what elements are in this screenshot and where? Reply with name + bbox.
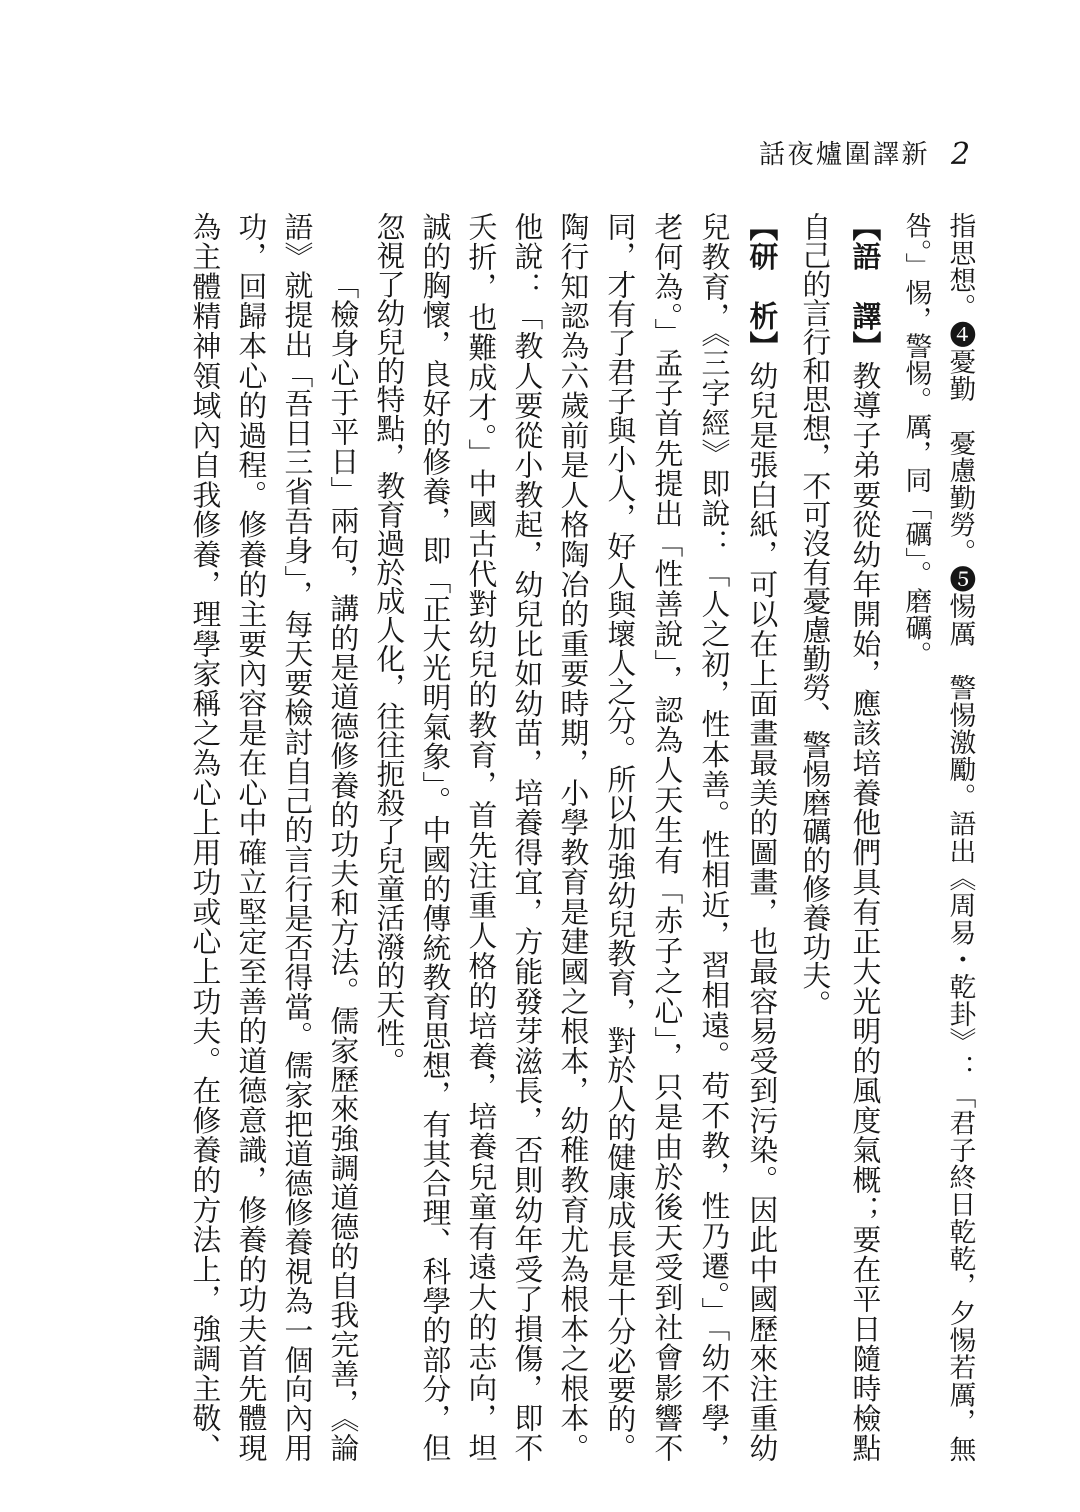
analysis-column: 他說：「教人要從小教起，幼兒比如幼苗，培養得宜，方能發芽滋長，否則幼年受了損傷，即不 xyxy=(510,212,545,1462)
analysis-column: 誠的胸懷，良好的修養，即「正大光明氣象」。中國的傳統教育思想，有其合理、科學的部分，但 xyxy=(418,212,453,1462)
note-column: 咎。」惕，警惕。厲，同「礪」。磨礪。 xyxy=(900,212,932,668)
analysis-column: 為主體精神領域內自我修養，理學家稱之為心上用功或心上功夫。在修養的方法上，強調主敬、 xyxy=(188,212,223,1462)
section-label-analysis: 【研 析】 xyxy=(745,212,780,361)
analysis-text: 幼兒是張白紙，可以在上面畫最美的圖畫，也最容易受到污染。因此中國歷來注重幼 xyxy=(745,360,780,1463)
analysis-column: 同，才有了君子與小人，好人與壞人之分。所以加強幼兒教育，對於人的健康成長是十分必要的。 xyxy=(603,212,638,1462)
running-head-title: 新譯圍爐夜話 xyxy=(758,140,930,170)
analysis-column: 「檢身心于平日」兩句，講的是道德修養的功夫和方法。儒家歷來強調道德的自我完善，《論 xyxy=(326,270,361,1462)
translation-column: 自己的言行和思想，不可沒有憂慮勤勞、警惕磨礪的修養功夫。 xyxy=(798,212,833,1019)
note-column: 指思想。❹憂勤 憂慮勤勞。❺惕厲 警惕激勵。語出《周易・乾卦》：「君子終日乾乾，夕惕若厲，無 xyxy=(944,212,976,1462)
page-number: 2 xyxy=(951,137,971,172)
analysis-column: 老何為。」孟子首先提出「性善說」，認為人天生有「赤子之心」，只是由於後天受到社會影響不 xyxy=(650,212,685,1462)
analysis-column: 語》就提出「吾日三省吾身」，每天要檢討自己的言行是否得當。儒家把道德修養視為一個向內用 xyxy=(280,212,315,1462)
analysis-column: 功，回歸本心的過程。修養的主要內容是在心中確立堅定至善的道德意識，修養的功夫首先體現 xyxy=(234,212,269,1462)
analysis-column: 忽視了幼兒的特點，教育過於成人化，往往扼殺了兒童活潑的天性。 xyxy=(372,212,407,1076)
analysis-column: 兒教育，《三字經》即說：「人之初，性本善。性相近，習相遠。苟不教，性乃遷。」「幼不學， xyxy=(697,212,732,1462)
analysis-column: 夭折，也難成才。」中國古代對幼兒的教育，首先注重人格的培養，培養兒童有遠大的志向，坦 xyxy=(464,212,499,1462)
analysis-column xyxy=(745,212,780,1463)
section-label-translation: 【語 譯】 xyxy=(848,212,883,361)
translation-text: 教導子弟要從幼年開始，應該培養他們具有正大光明的風度氣概；要在平日隨時檢點 xyxy=(848,360,883,1463)
analysis-column: 陶行知認為六歲前是人格陶冶的重要時期，小學教育是建國之根本，幼稚教育尤為根本之根本。 xyxy=(556,212,591,1462)
translation-column xyxy=(848,212,883,1463)
